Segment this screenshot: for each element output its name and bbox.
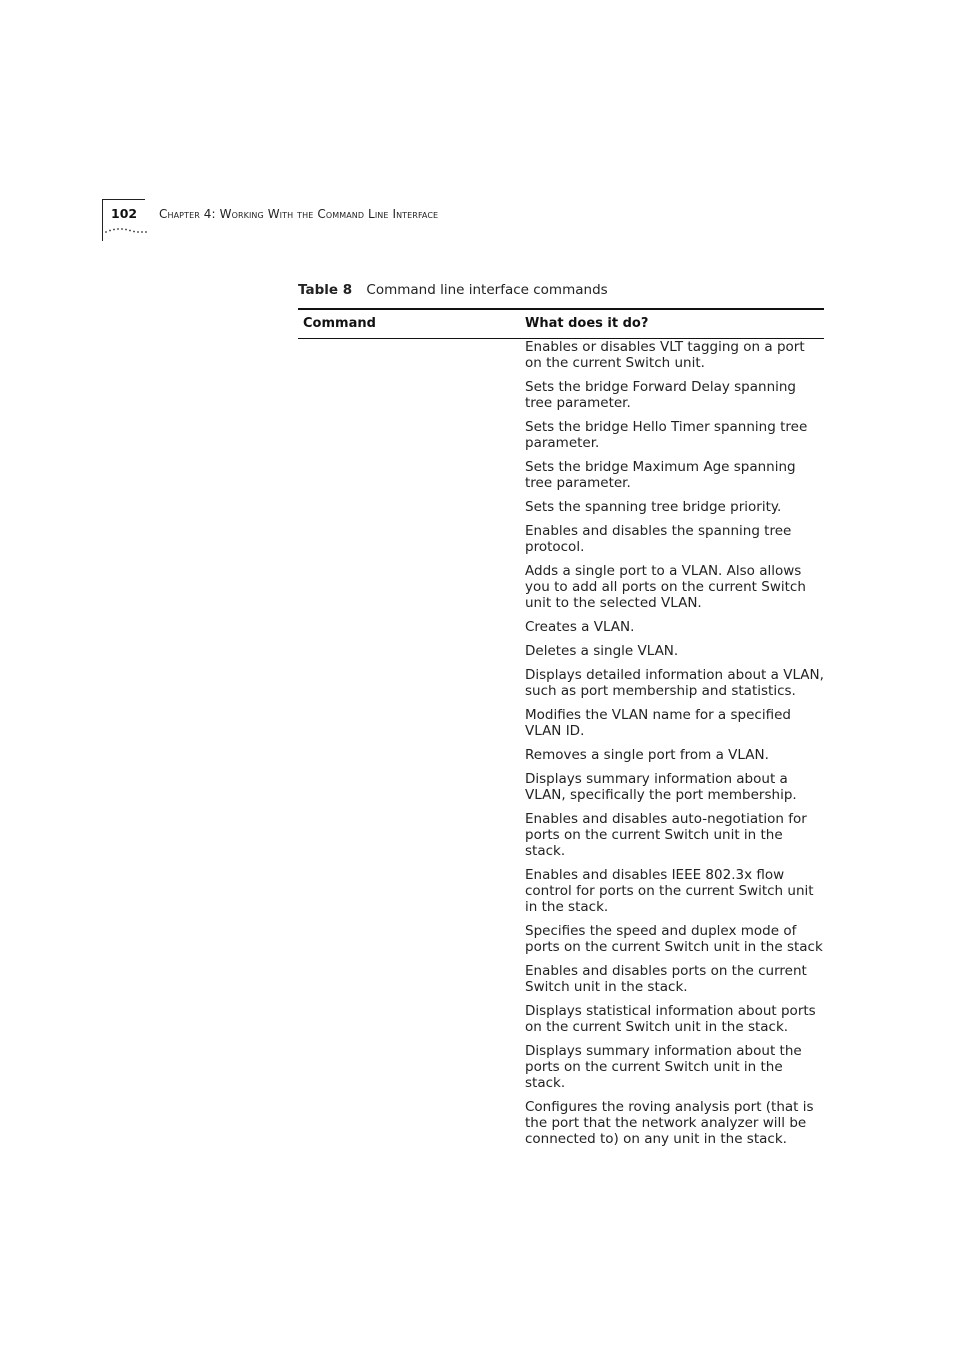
table-row: Configures the roving analysis port (that is the port that the network analyzer will be connected to) on any unit in the stack. bbox=[525, 1099, 814, 1147]
table-caption-label: Table 8 bbox=[298, 282, 353, 298]
commands-table bbox=[298, 308, 824, 1155]
table-row: Enables and disables auto-negotiation for ports on the current Switch unit in the stack. bbox=[525, 811, 807, 859]
table-row: Adds a single port to a VLAN. Also allows you to add all ports on the current Switch unit to the selected VLAN. bbox=[525, 563, 806, 611]
column-header-description: What does it do? bbox=[525, 316, 649, 331]
table-row: Removes a single port from a VLAN. bbox=[525, 747, 769, 763]
table-body bbox=[298, 339, 824, 1147]
table-row: Deletes a single VLAN. bbox=[525, 643, 679, 659]
table-row: Displays detailed information about a VLAN, such as port membership and statistics. bbox=[525, 667, 824, 699]
frame-horizontal-rule bbox=[102, 199, 145, 200]
table-caption-text: Command line interface commands bbox=[366, 282, 608, 298]
column-header-command: Command bbox=[303, 316, 376, 331]
table-row: Enables or disables VLT tagging on a port on the current Switch unit. bbox=[525, 339, 805, 371]
table-row: Creates a VLAN. bbox=[525, 619, 635, 635]
table-caption bbox=[298, 282, 608, 298]
chapter-title: Chapter 4: Working With the Command Line Interface bbox=[159, 207, 439, 221]
table-row: Displays summary information about the ports on the current Switch unit in the stack. bbox=[525, 1043, 802, 1091]
table-row: Sets the bridge Forward Delay spanning tree parameter. bbox=[525, 379, 796, 411]
table-row: Modifies the VLAN name for a specified VLAN ID. bbox=[525, 707, 791, 739]
table-row: Sets the bridge Maximum Age spanning tree parameter. bbox=[525, 459, 796, 491]
page-number: 102 bbox=[111, 206, 138, 221]
table-row: Enables and disables ports on the current Switch unit in the stack. bbox=[525, 963, 807, 995]
dotted-ornament-icon bbox=[105, 226, 147, 236]
table-row: Enables and disables the spanning tree protocol. bbox=[525, 523, 792, 555]
table-row: Specifies the speed and duplex mode of ports on the current Switch unit in the stack bbox=[525, 923, 823, 955]
table-header bbox=[298, 310, 824, 339]
table-row: Displays summary information about a VLAN, specifically the port membership. bbox=[525, 771, 797, 803]
table-row: Displays statistical information about ports on the current Switch unit in the stack. bbox=[525, 1003, 816, 1035]
table-row: Enables and disables IEEE 802.3x flow control for ports on the current Switch unit in the stack. bbox=[525, 867, 814, 915]
frame-vertical-rule bbox=[102, 199, 103, 241]
table-row: Sets the bridge Hello Timer spanning tree parameter. bbox=[525, 419, 808, 451]
table-row: Sets the spanning tree bridge priority. bbox=[525, 499, 782, 515]
